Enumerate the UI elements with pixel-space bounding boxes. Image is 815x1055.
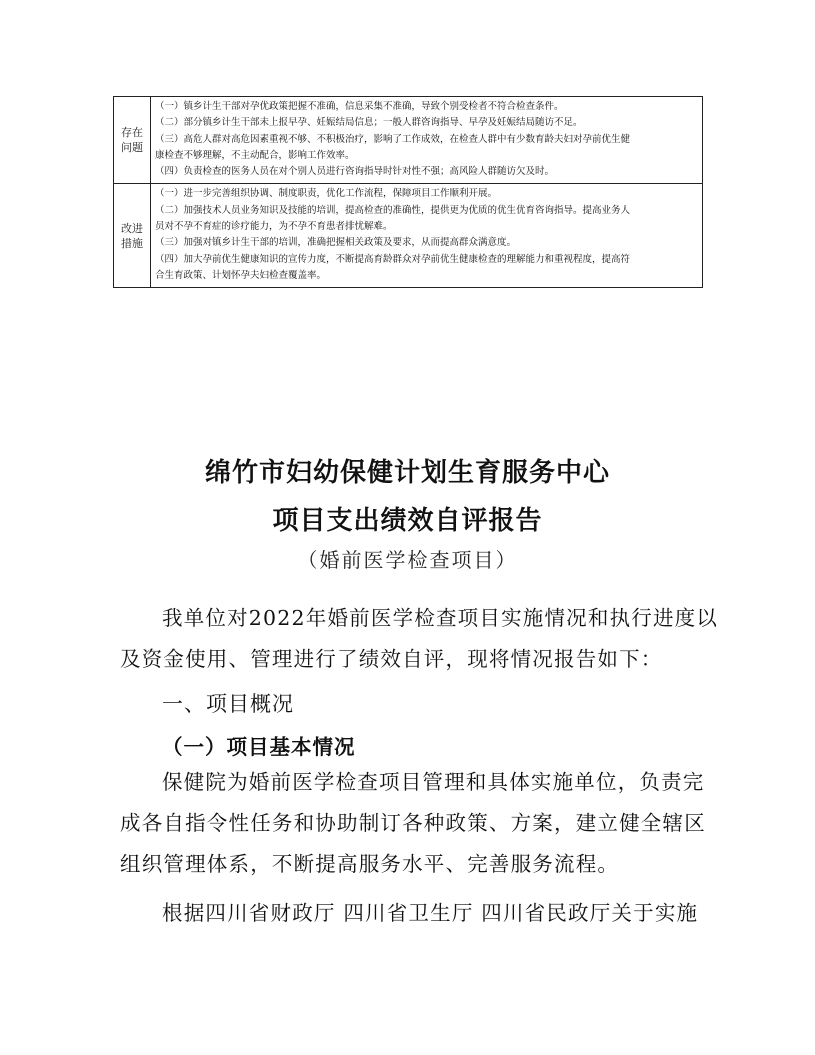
subsection-heading: （一）项目基本情况 bbox=[162, 735, 356, 759]
cell-line: （一）进一步完善组织协调、制度职责，优化工作流程，保障项目工作顺利开展。 bbox=[155, 188, 498, 200]
report-title-line-1: 绵竹市妇幼保健计划生育服务中心 bbox=[204, 458, 610, 488]
row-header-line: 存在 bbox=[121, 126, 143, 140]
body-paragraph-2 bbox=[120, 893, 700, 934]
cell-line: （二）部分镇乡计生干部未上报早孕、妊娠结局信息；一般人群咨询指导、早孕及妊娠结局随访不足。 bbox=[155, 117, 583, 129]
cell-line: （三）加强对镇乡计生干部的培训，准确把握相关政策及要求，从而提高群众满意度。 bbox=[155, 237, 517, 249]
report-title-line-2: 项目支出绩效自评报告 bbox=[272, 506, 543, 536]
paragraph-line: 我单位对2022年婚前医学检查项目实施情况和执行进度以 bbox=[162, 606, 719, 630]
issues-cell bbox=[151, 97, 703, 184]
table-row bbox=[114, 184, 703, 288]
cell-line: 康检查不够理解，不主动配合，影响工作效率。 bbox=[155, 149, 355, 161]
row-header-measures bbox=[114, 184, 151, 288]
report-subtitle: （婚前医学检查项目） bbox=[297, 548, 518, 572]
cell-line: 员对不孕不育症的诊疗能力，为不孕不育患者排忧解难。 bbox=[155, 221, 393, 233]
row-header-line: 改进 bbox=[121, 221, 143, 235]
issues-measures-table bbox=[113, 96, 703, 288]
paragraph-line: 及资金使用、管理进行了绩效自评，现将情况报告如下： bbox=[120, 647, 663, 671]
paragraph-line: 保健院为婚前医学检查项目管理和具体实施单位，负责完 bbox=[162, 770, 705, 794]
row-header-line: 措施 bbox=[121, 236, 143, 250]
intro-paragraph bbox=[120, 598, 719, 680]
paragraph-line: 成各自指令性任务和协助制订各种政策、方案，建立健全辖区 bbox=[120, 811, 706, 835]
measures-cell bbox=[151, 184, 703, 288]
cell-line: （四）负责检查的医务人员在对个别人员进行咨询指导时针对性不强；高风险人群随访欠及时。 bbox=[155, 166, 555, 178]
table-row bbox=[114, 97, 703, 184]
paragraph-line: 根据四川省财政厅 四川省卫生厅 四川省民政厅关于实施 bbox=[162, 901, 699, 925]
cell-line: （二）加强技术人员业务知识及技能的培训，提高检查的准确性，提供更为优质的优生优育咨询指导。提高业务人 bbox=[155, 204, 631, 216]
cell-line: （四）加大孕前优生健康知识的宣传力度，不断提高育龄群众对孕前优生健康检查的理解能力和重视程度，提高符 bbox=[155, 253, 631, 265]
cell-line: 合生育政策、计划怀孕夫妇检查覆盖率。 bbox=[155, 269, 327, 281]
cell-line: （一）镇乡计生干部对孕优政策把握不准确，信息采集不准确，导致个别受检者不符合检查条件。 bbox=[155, 101, 564, 112]
row-header-line: 问题 bbox=[121, 141, 143, 155]
section-heading: 一、项目概况 bbox=[162, 692, 294, 716]
body-paragraph-1 bbox=[120, 762, 706, 885]
row-header-issues bbox=[114, 97, 151, 184]
paragraph-line: 组织管理体系，不断提高服务水平、完善服务流程。 bbox=[120, 852, 620, 876]
cell-line: （三）高危人群对高危因素重视不够、不积极治疗，影响了工作成效，在检查人群中有少数育龄夫妇对孕前优生健 bbox=[155, 133, 631, 145]
